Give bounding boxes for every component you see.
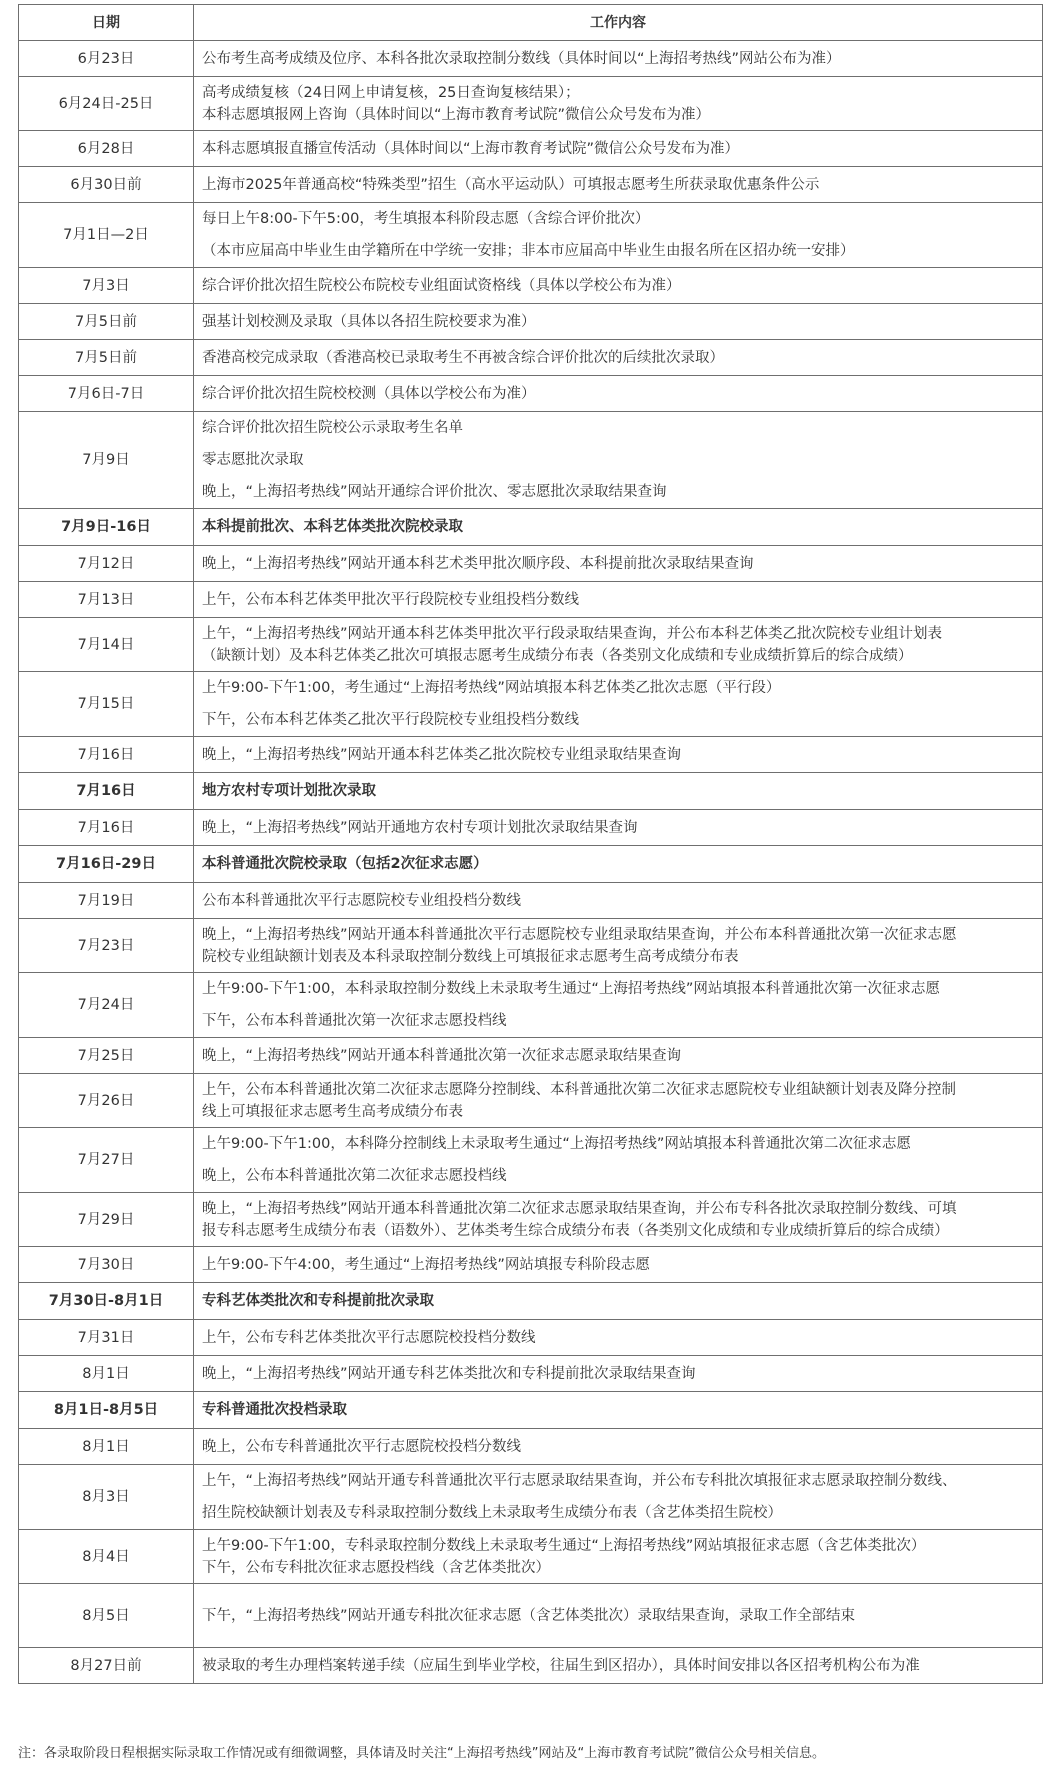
table-row — [19, 412, 1043, 509]
stage-header-row — [19, 846, 1043, 883]
content-line: 上午，“上海招考热线”网站开通专科普通批次平行志愿录取结果查询，并公布专科批次填报征求志愿录取控制分数线、 — [202, 1473, 957, 1489]
table-row — [19, 1584, 1043, 1648]
row-date: 8月1日-8月5日 — [19, 1392, 194, 1429]
row-date: 8月1日 — [19, 1356, 194, 1392]
row-date: 7月15日 — [19, 672, 194, 737]
content-line: 本科志愿填报直播宣传活动（具体时间以“上海市教育考试院”微信公众号发布为准） — [202, 140, 740, 157]
row-date: 6月30日前 — [19, 167, 194, 203]
stage-header-row — [19, 509, 1043, 546]
table-row — [19, 77, 1043, 131]
row-content — [194, 1465, 1043, 1530]
row-date: 7月5日前 — [19, 304, 194, 340]
content-line: 本科普通批次院校录取（包括2次征求志愿） — [202, 856, 488, 872]
content-line: 上午9:00-下午4:00，考生通过“上海招考热线”网站填报专科阶段志愿 — [202, 1256, 650, 1273]
stage-header-row — [19, 773, 1043, 810]
table-row — [19, 1320, 1043, 1356]
row-content — [194, 672, 1043, 737]
row-content — [194, 618, 1043, 672]
content-line: 晚上，“上海招考热线”网站开通专科艺体类批次和专科提前批次录取结果查询 — [202, 1365, 696, 1382]
table-row — [19, 618, 1043, 672]
row-content — [194, 1392, 1043, 1429]
row-date: 7月1日—2日 — [19, 203, 194, 268]
content-line: 专科艺体类批次和专科提前批次录取 — [202, 1293, 434, 1309]
content-line: 院校专业组缺额计划表及本科录取控制分数线上可填报征求志愿考生高考成绩分布表 — [202, 948, 739, 965]
row-date: 7月31日 — [19, 1320, 194, 1356]
row-content — [194, 1247, 1043, 1283]
table-row — [19, 1074, 1043, 1128]
table-row — [19, 582, 1043, 618]
row-content — [194, 1584, 1043, 1648]
table-row — [19, 546, 1043, 582]
row-date: 7月5日前 — [19, 340, 194, 376]
row-date: 8月1日 — [19, 1429, 194, 1465]
table-row — [19, 1465, 1043, 1530]
row-content — [194, 304, 1043, 340]
row-date: 7月30日 — [19, 1247, 194, 1283]
table-row — [19, 131, 1043, 167]
content-line: 上午9:00-下午1:00，考生通过“上海招考热线”网站填报本科艺体类乙批次志愿（平行段） — [202, 680, 781, 696]
row-date: 7月6日-7日 — [19, 376, 194, 412]
row-content — [194, 582, 1043, 618]
content-line: 本科提前批次、本科艺体类批次院校录取 — [202, 519, 463, 535]
content-line: 上午，公布本科艺体类甲批次平行段院校专业组投档分数线 — [202, 591, 579, 608]
table-row — [19, 973, 1043, 1038]
stage-header-row — [19, 1283, 1043, 1320]
content-line: 强基计划校测及录取（具体以各招生院校要求为准） — [202, 313, 536, 330]
table-row — [19, 883, 1043, 919]
row-date: 7月23日 — [19, 919, 194, 973]
table-body — [19, 41, 1043, 1684]
row-date: 7月16日-29日 — [19, 846, 194, 883]
row-content — [194, 919, 1043, 973]
row-content — [194, 509, 1043, 546]
content-line: 招生院校缺额计划表及专科录取控制分数线上未录取考生成绩分布表（含艺体类招生院校） — [202, 1505, 782, 1521]
table-row — [19, 1530, 1043, 1584]
table-row — [19, 737, 1043, 773]
table-row — [19, 810, 1043, 846]
row-content — [194, 41, 1043, 77]
row-date: 7月27日 — [19, 1128, 194, 1193]
row-content — [194, 1648, 1043, 1684]
content-line: 晚上，“上海招考热线”网站开通本科普通批次第一次征求志愿录取结果查询 — [202, 1047, 682, 1064]
footnote: 注：各录取阶段日程根据实际录取工作情况或有细微调整，具体请及时关注“上海招考热线”网站及“上海市教育考试院”微信公众号相关信息。 — [18, 1746, 825, 1761]
content-line: 上午9:00-下午1:00，专科录取控制分数线上未录取考生通过“上海招考热线”网站填报征求志愿（含艺体类批次） — [202, 1537, 926, 1554]
row-content — [194, 1038, 1043, 1074]
row-content — [194, 131, 1043, 167]
row-content — [194, 1356, 1043, 1392]
row-content — [194, 1074, 1043, 1128]
stage-header-row — [19, 1392, 1043, 1429]
table-row — [19, 1128, 1043, 1193]
row-date: 7月19日 — [19, 883, 194, 919]
table-row — [19, 268, 1043, 304]
table-row — [19, 203, 1043, 268]
row-content — [194, 1193, 1043, 1247]
content-line: 上午，“上海招考热线”网站开通本科艺体类甲批次平行段录取结果查询，并公布本科艺体类乙批次院校专业组计划表 — [202, 625, 943, 642]
content-line: 本科志愿填报网上咨询（具体时间以“上海市教育考试院”微信公众号发布为准） — [202, 106, 711, 123]
content-line: 晚上，公布本科普通批次第二次征求志愿投档线 — [202, 1168, 507, 1184]
row-date: 8月5日 — [19, 1584, 194, 1648]
content-line: 公布考生高考成绩及位序、本科各批次录取控制分数线（具体时间以“上海招考热线”网站公布为准） — [202, 50, 841, 67]
row-content — [194, 737, 1043, 773]
table-row — [19, 1038, 1043, 1074]
content-line: 专科普通批次投档录取 — [202, 1402, 347, 1418]
row-content — [194, 1320, 1043, 1356]
row-content — [194, 546, 1043, 582]
row-content — [194, 77, 1043, 131]
row-date: 7月9日-16日 — [19, 509, 194, 546]
content-line: 下午，公布本科普通批次第一次征求志愿投档线 — [202, 1013, 507, 1029]
row-content — [194, 773, 1043, 810]
content-line: 晚上，“上海招考热线”网站开通本科艺术类甲批次顺序段、本科提前批次录取结果查询 — [202, 555, 754, 572]
content-line: 高考成绩复核（24日网上申请复核，25日查询复核结果）； — [202, 84, 580, 101]
content-line: 每日上午8:00-下午5:00，考生填报本科阶段志愿（含综合评价批次） — [202, 211, 650, 227]
content-line: 上午9:00-下午1:00，本科录取控制分数线上未录取考生通过“上海招考热线”网站填报本科普通批次第一次征求志愿 — [202, 981, 940, 997]
row-date: 7月29日 — [19, 1193, 194, 1247]
row-date: 7月16日 — [19, 810, 194, 846]
content-line: 晚上，公布专科普通批次平行志愿院校投档分数线 — [202, 1438, 521, 1455]
row-content — [194, 973, 1043, 1038]
row-content — [194, 1429, 1043, 1465]
header-content: 工作内容 — [194, 5, 1043, 41]
content-line: 上午，公布本科普通批次第二次征求志愿降分控制线、本科普通批次第二次征求志愿院校专业组缺额计划表及降分控制 — [202, 1081, 956, 1098]
row-date: 7月13日 — [19, 582, 194, 618]
content-line: （本市应届高中毕业生由学籍所在中学统一安排；非本市应届高中毕业生由报名所在区招办统一安排） — [202, 243, 855, 259]
row-date: 7月3日 — [19, 268, 194, 304]
table-row — [19, 1648, 1043, 1684]
content-line: 综合评价批次招生院校公布院校专业组面试资格线（具体以学校公布为准） — [202, 277, 681, 294]
row-date: 6月24日-25日 — [19, 77, 194, 131]
content-line: 综合评价批次招生院校公示录取考生名单 — [202, 420, 463, 436]
table-row — [19, 304, 1043, 340]
row-date: 7月24日 — [19, 973, 194, 1038]
table-row — [19, 1247, 1043, 1283]
table-row — [19, 1429, 1043, 1465]
content-line: 晚上，“上海招考热线”网站开通本科艺体类乙批次院校专业组录取结果查询 — [202, 746, 682, 763]
row-date: 8月27日前 — [19, 1648, 194, 1684]
table-header-row — [19, 5, 1043, 41]
content-line: 下午，公布本科艺体类乙批次平行段院校专业组投档分数线 — [202, 712, 579, 728]
row-content — [194, 810, 1043, 846]
row-content — [194, 340, 1043, 376]
content-line: 公布本科普通批次平行志愿院校专业组投档分数线 — [202, 892, 521, 909]
header-date: 日期 — [19, 5, 194, 41]
row-date: 7月26日 — [19, 1074, 194, 1128]
row-date: 7月12日 — [19, 546, 194, 582]
row-content — [194, 203, 1043, 268]
content-line: 报专科志愿考生成绩分布表（语数外）、艺体类考生综合成绩分布表（各类别文化成绩和专业成绩折算后的综合成绩） — [202, 1222, 949, 1239]
content-line: 上午，公布专科艺体类批次平行志愿院校投档分数线 — [202, 1329, 536, 1346]
row-content — [194, 1128, 1043, 1193]
row-date: 7月30日-8月1日 — [19, 1283, 194, 1320]
table-row — [19, 1193, 1043, 1247]
content-line: 晚上，“上海招考热线”网站开通本科普通批次平行志愿院校专业组录取结果查询，并公布本科普通批次第一次征求志愿 — [202, 926, 957, 943]
content-line: 综合评价批次招生院校校测（具体以学校公布为准） — [202, 385, 536, 402]
row-content — [194, 268, 1043, 304]
row-date: 8月3日 — [19, 1465, 194, 1530]
row-content — [194, 167, 1043, 203]
row-content — [194, 376, 1043, 412]
row-content — [194, 1283, 1043, 1320]
content-line: 线上可填报征求志愿考生高考成绩分布表 — [202, 1103, 463, 1120]
content-line: 晚上，“上海招考热线”网站开通本科普通批次第二次征求志愿录取结果查询，并公布专科各批次录取控制分数线、可填 — [202, 1200, 957, 1217]
content-line: （缺额计划）及本科艺体类乙批次可填报志愿考生成绩分布表（各类别文化成绩和专业成绩折算后的综合成绩） — [202, 647, 913, 664]
table-row — [19, 340, 1043, 376]
row-date: 7月16日 — [19, 737, 194, 773]
row-content — [194, 846, 1043, 883]
schedule-table — [18, 4, 1043, 1684]
row-content — [194, 1530, 1043, 1584]
table-row — [19, 376, 1043, 412]
content-line: 零志愿批次录取 — [202, 452, 304, 468]
content-line: 上午9:00-下午1:00，本科降分控制线上未录取考生通过“上海招考热线”网站填报本科普通批次第二次征求志愿 — [202, 1136, 911, 1152]
content-line: 香港高校完成录取（香港高校已录取考生不再被含综合评价批次的后续批次录取） — [202, 349, 724, 366]
row-date: 6月23日 — [19, 41, 194, 77]
row-date: 7月16日 — [19, 773, 194, 810]
content-line: 晚上，“上海招考热线”网站开通地方农村专项计划批次录取结果查询 — [202, 819, 638, 836]
content-line: 地方农村专项计划批次录取 — [202, 783, 376, 799]
content-line: 上海市2025年普通高校“特殊类型”招生（高水平运动队）可填报志愿考生所获录取优惠条件公示 — [202, 176, 820, 193]
row-date: 6月28日 — [19, 131, 194, 167]
table-row — [19, 672, 1043, 737]
table-row — [19, 1356, 1043, 1392]
content-line: 下午，公布专科批次征求志愿投档线（含艺体类批次） — [202, 1559, 550, 1576]
row-date: 7月25日 — [19, 1038, 194, 1074]
row-content — [194, 883, 1043, 919]
row-date: 7月14日 — [19, 618, 194, 672]
content-line: 被录取的考生办理档案转递手续（应届生到毕业学校，往届生到区招办），具体时间安排以各区招考机构公布为准 — [202, 1657, 920, 1674]
row-date: 7月9日 — [19, 412, 194, 509]
table-row — [19, 41, 1043, 77]
content-line: 下午，“上海招考热线”网站开通专科批次征求志愿（含艺体类批次）录取结果查询，录取工作全部结束 — [202, 1607, 856, 1624]
table-row — [19, 167, 1043, 203]
content-line: 晚上，“上海招考热线”网站开通综合评价批次、零志愿批次录取结果查询 — [202, 484, 667, 500]
table-row — [19, 919, 1043, 973]
row-content — [194, 412, 1043, 509]
row-date: 8月4日 — [19, 1530, 194, 1584]
